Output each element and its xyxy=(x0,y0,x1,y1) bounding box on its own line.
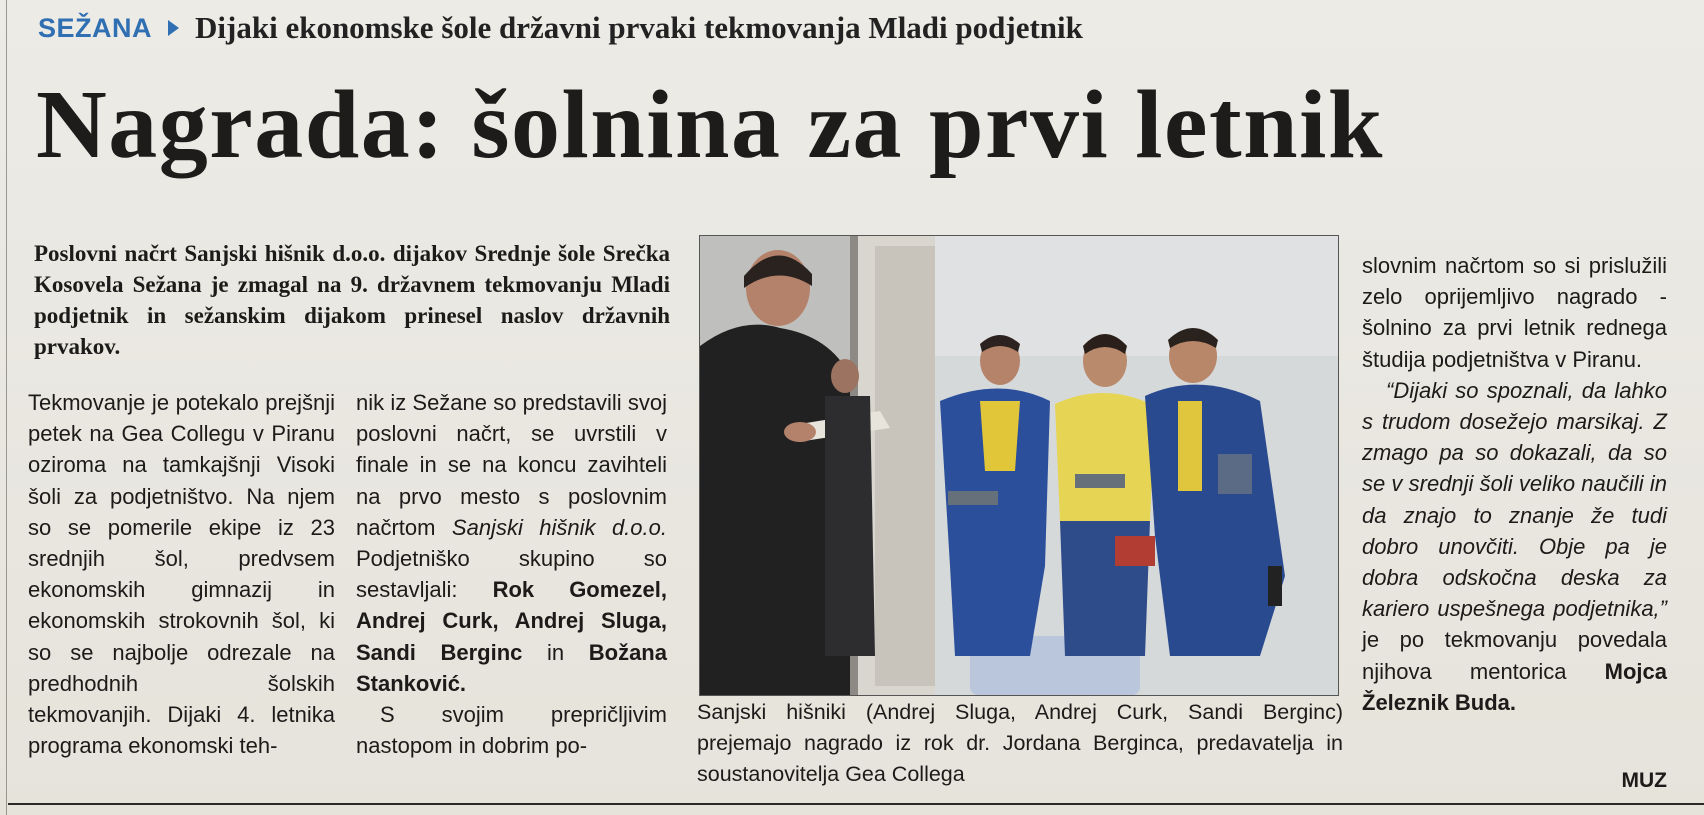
column2-text: nik iz Sežane so predstavili svoj poslovni načrt, se uvrstili v finale in se na koncu zavihteli na prvo mesto s poslovnim načrtom xyxy=(356,390,667,540)
photo-caption: Sanjski hišniki (Andrej Sluga, Andrej Curk, Sandi Berginc) prejemajo nagrado iz rok dr. Jordana Berginca, predavatelja in soustanovitelja Gea Collega xyxy=(697,700,1343,786)
triangle-arrow-icon xyxy=(168,20,179,36)
bottom-rule xyxy=(8,803,1704,805)
headline: Nagrada: šolnina za prvi letnik xyxy=(36,71,1384,179)
company-name: Sanjski hišnik d.o.o. xyxy=(451,514,667,540)
kicker-location: SEŽANA xyxy=(38,12,153,43)
left-margin-rule xyxy=(6,0,7,815)
article-column-1: Tekmovanje je potekalo prejšnji petek na Gea Collegu v Piranu oziroma na tamkajšnji Visoki šoli za podjetništvo. Na njem so se pomerile ekipe iz 23 srednjih šol, predvsem ekonomskih gimnazij in ekonomskih strokovnih šol, ki so se najbolje odrezale na predhodnih šolskih tekmovanjih. Dijaki 4. letnika programa ekonomski teh- xyxy=(28,390,335,759)
author-byline: MUZ xyxy=(1621,769,1667,792)
award-photo xyxy=(699,235,1339,696)
kicker xyxy=(38,8,1083,48)
kicker-subtitle: Dijaki ekonomske šole državni prvaki tekmovanja Mladi podjetnik xyxy=(195,10,1083,45)
column3-text: slovnim načrtom so si prislužili zelo oprijemljivo nagrado - šolnino za prvi letnik rednega študija podjetništva v Piranu. xyxy=(1362,253,1667,372)
mentor-quote: “Dijaki so spoznali, da lahko s trudom dosežejo marsikaj. Z zmago pa so dokazali, da so se v srednji šoli veliko naučili in da znajo to znanje že tudi dobro unovčiti. Obje pa je dobra odskočna deska za kariero uspešnega podjetnika,” xyxy=(1362,377,1667,622)
mentor-name: Mojca Železnik Buda. xyxy=(1362,658,1667,715)
article-column-2 xyxy=(356,387,667,761)
column2-text: S svojim prepričljivim nastopom in dobrim po- xyxy=(356,702,667,759)
article-column-3 xyxy=(1362,250,1667,718)
column2-text: in xyxy=(522,639,589,665)
team-name-last: Božana Stanković. xyxy=(356,639,667,696)
lead-paragraph: Poslovni načrt Sanjski hišnik d.o.o. dijakov Srednje šole Srečka Kosovela Sežana je zmagal na 9. državnem tekmovanju Mladi podjetnik in sežanskim dijakom prinesel naslov državnih prvakov. xyxy=(34,241,670,359)
team-names: Rok Gomezel, Andrej Curk, Andrej Sluga, Sandi Berginc xyxy=(356,577,668,665)
column2-text: Podjetniško skupino so sestavljali: xyxy=(356,546,667,603)
column3-text: je po tekmovanju povedala njihova mentorica xyxy=(1362,627,1667,684)
